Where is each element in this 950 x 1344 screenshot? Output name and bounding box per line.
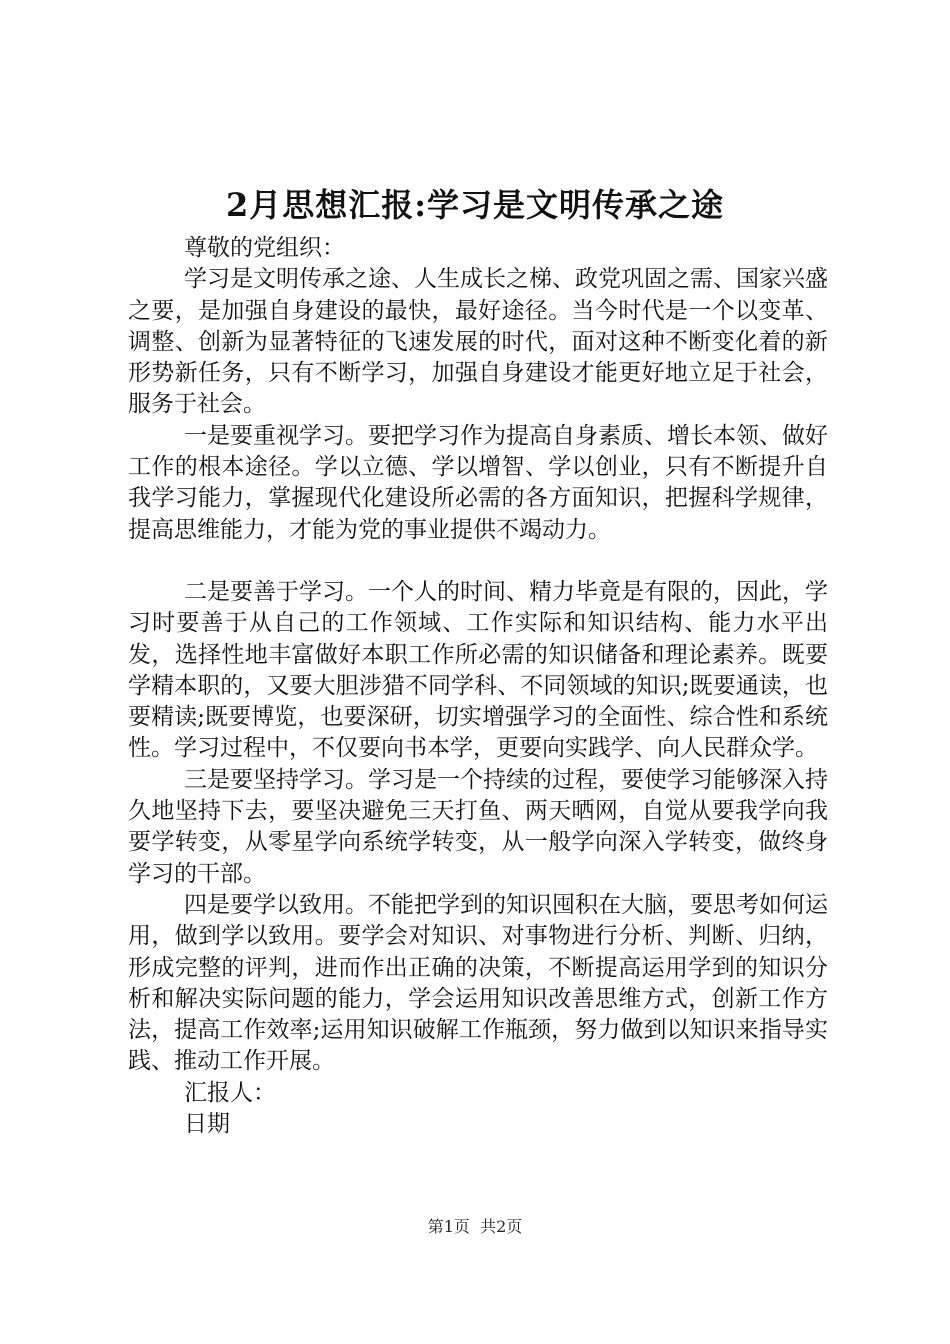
page-number-footer: 第1页 共2页	[427, 1217, 523, 1236]
paragraph-spacer	[128, 546, 828, 577]
paragraph-intro: 学习是文明传承之途、人生成长之梯、政党巩固之需、国家兴盛之要，是加强自身建设的最快，最好途径。当今时代是一个以变革、调整、创新为显著特征的飞速发展的时代，面对这种不断变化着的新形势新任务，只有不断学习，加强自身建设才能更好地立足于社会，服务于社会。	[128, 266, 828, 418]
paragraph-point-three: 三是要坚持学习。学习是一个持续的过程，要使学习能够深入持久地坚持下去，要坚决避免三天打鱼、两天晒网，自觉从要我学向我要学转变，从零星学向系统学转变，从一般学向深入学转变，做终身学习的干部。	[128, 766, 828, 887]
document-title: 2月思想汇报:学习是文明传承之途	[225, 186, 725, 224]
reporter-label: 汇报人：	[184, 1079, 276, 1106]
date-label: 日期	[184, 1111, 230, 1138]
paragraph-point-two: 二是要善于学习。一个人的时间、精力毕竟是有限的，因此，学习时要善于从自己的工作领域、工作实际和知识结构、能力水平出发，选择性地丰富做好本职工作所必需的知识储备和理论素养。既要学精本职的，又要大胆涉猎不同学科、不同领域的知识;既要通读，也要精读;既要博览，也要深研，切实增强学习的全面性、综合性和系统性。学习过程中，不仅要向书本学，更要向实践学、向人民群众学。	[128, 578, 828, 762]
paragraph-point-one: 一是要重视学习。要把学习作为提高自身素质、增长本领、做好工作的根本途径。学以立德、学以增智、学以创业，只有不断提升自我学习能力，掌握现代化建设所必需的各方面知识，把握科学规律，提高思维能力，才能为党的事业提供不竭动力。	[128, 422, 828, 543]
salutation: 尊敬的党组织：	[184, 235, 345, 261]
paragraph-point-four: 四是要学以致用。不能把学到的知识囤积在大脑，要思考如何运用，做到学以致用。要学会对知识、对事物进行分析、判断、归纳，形成完整的评判，进而作出正确的决策，不断提高运用学到的知识分析和解决实际问题的能力，学会运用知识改善思维方式，创新工作方法，提高工作效率;运用知识破解工作瓶颈，努力做到以知识来指导实践、推动工作开展。	[128, 891, 828, 1075]
document-body	[128, 233, 828, 1140]
